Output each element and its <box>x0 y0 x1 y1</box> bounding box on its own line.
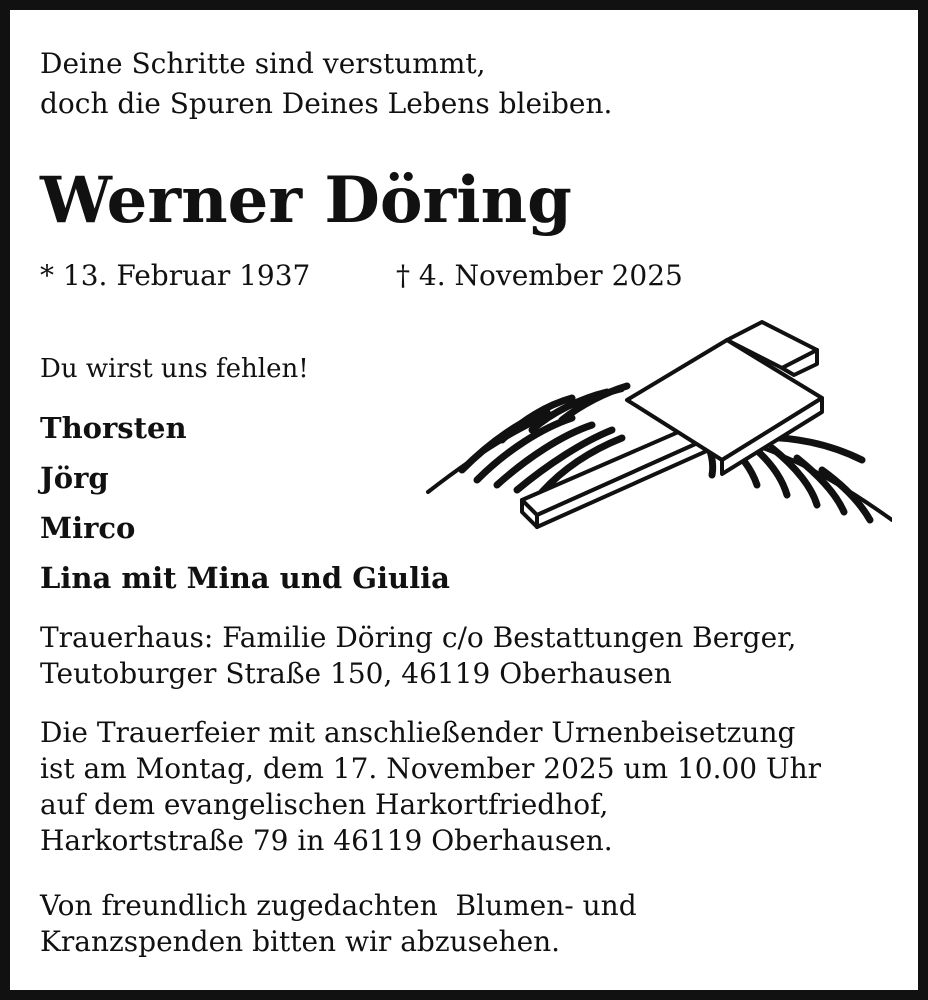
flowers-line-2: Kranzspenden bitten wir abzusehen. <box>40 925 561 958</box>
ceremony-details <box>40 715 821 859</box>
cross-with-palm-branch-icon <box>422 320 892 535</box>
ceremony-line-2: ist am Montag, dem 17. November 2025 um 10.00 Uhr <box>40 752 822 785</box>
trauerhaus-line-2: Teutoburger Straße 150, 46119 Oberhausen <box>40 657 672 690</box>
life-dates <box>40 258 683 294</box>
ceremony-line-3: auf dem evangelischen Harkortfriedhof, <box>40 788 609 821</box>
mourner-name: Jörg <box>40 461 109 495</box>
trauerhaus-address <box>40 620 796 692</box>
death-date: † 4. November 2025 <box>396 259 683 292</box>
farewell-text: Du wirst uns fehlen! <box>40 354 309 384</box>
deceased-name: Werner Döring <box>40 163 572 238</box>
mourner-name: Thorsten <box>40 411 187 445</box>
motto-line-1: Deine Schritte sind verstummt, <box>40 47 486 80</box>
motto-line-2: doch die Spuren Deines Lebens bleiben. <box>40 87 613 120</box>
trauerhaus-line-1: Trauerhaus: Familie Döring c/o Bestattungen Berger, <box>40 621 797 654</box>
mourners-list <box>40 403 450 603</box>
obituary-notice <box>10 10 918 990</box>
mourner-name: Mirco <box>40 511 136 545</box>
flowers-line-1: Von freundlich zugedachten Blumen- und <box>40 889 637 922</box>
motto <box>40 44 612 124</box>
ceremony-line-4: Harkortstraße 79 in 46119 Oberhausen. <box>40 824 613 857</box>
birth-date: * 13. Februar 1937 <box>40 259 311 292</box>
flowers-note <box>40 888 637 960</box>
ceremony-line-1: Die Trauerfeier mit anschließender Urnenbeisetzung <box>40 716 796 749</box>
mourner-name: Lina mit Mina und Giulia <box>40 561 450 595</box>
